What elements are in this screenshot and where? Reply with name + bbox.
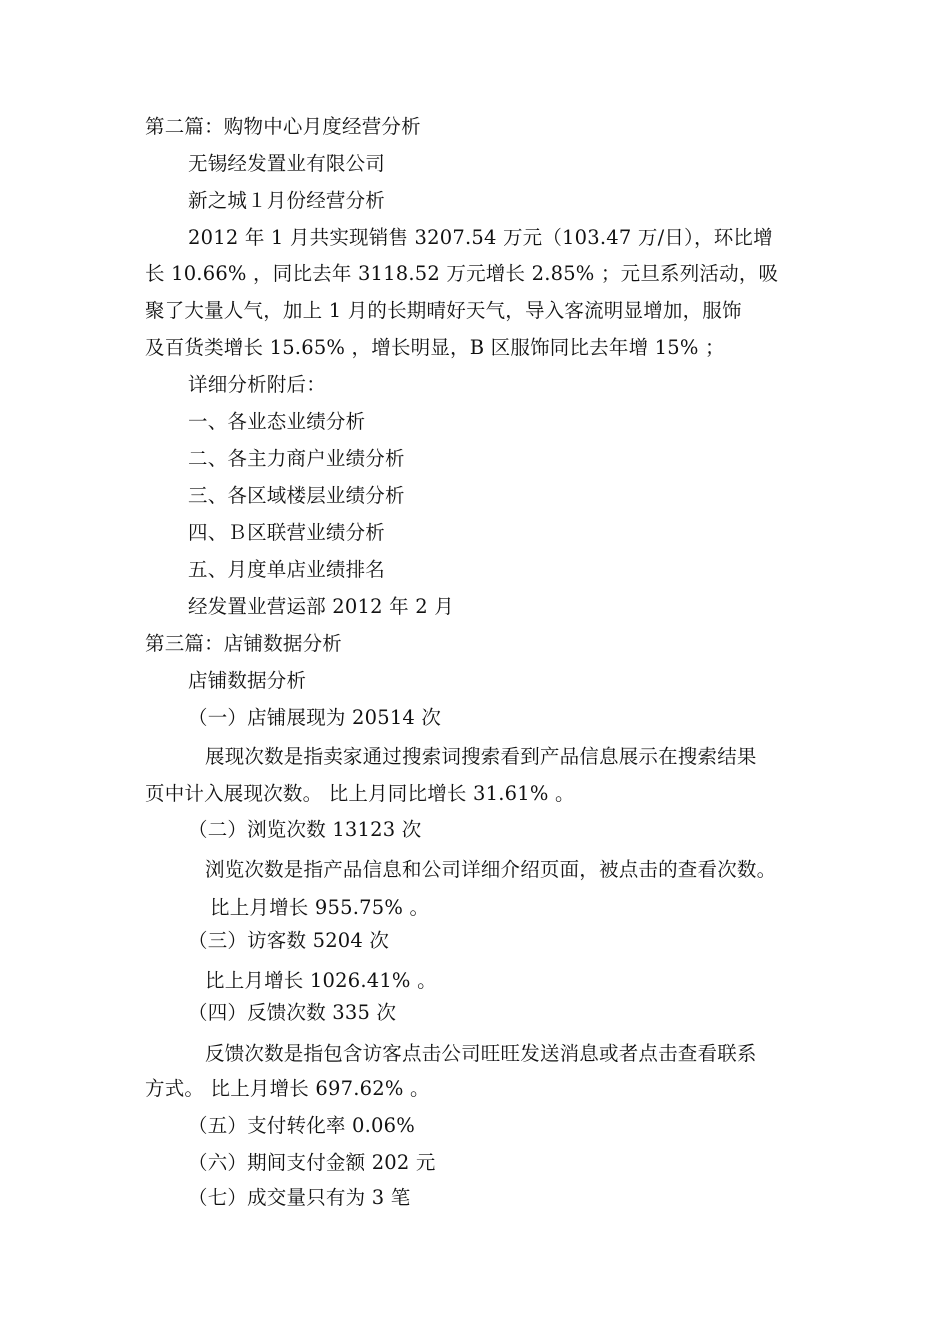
body-line: 比上月增长 955.75% 。 (210, 896, 430, 919)
metric-heading: （三）访客数 5204 次 (188, 929, 390, 952)
body-line: 方式。 比上月增长 697.62% 。 (145, 1077, 430, 1100)
detail-heading: 详细分析附后： (188, 373, 326, 396)
body-line: 聚了大量人气，加上 1 月的长期晴好天气，导入客流明显增加，服饰 (145, 299, 742, 322)
section-title-2: 第二篇：购物中心月度经营分析 (145, 115, 421, 138)
body-line: 浏览次数是指产品信息和公司详细介绍页面，被点击的查看次数。 (205, 858, 777, 881)
metric-heading: （六）期间支付金额 202 元 (188, 1151, 436, 1174)
metric-heading: （一）店铺展现为 20514 次 (188, 706, 442, 729)
list-item: 四、Ｂ区联营业绩分析 (188, 521, 386, 544)
list-item: 三、各区域楼层业绩分析 (188, 484, 405, 507)
body-line: 2012 年 1 月共实现销售 3207.54 万元（103.47 万/日），环比增 (188, 226, 773, 249)
body-line: 及百货类增长 15.65% ，增长明显，B 区服饰同比去年增 15% ； (145, 336, 725, 359)
body-line: 比上月增长 1026.41% 。 (205, 969, 437, 992)
list-item: 二、各主力商户业绩分析 (188, 447, 405, 470)
body-line: 长 10.66% ，同比去年 3118.52 万元增长 2.85% ；元旦系列活动，吸 (145, 262, 779, 285)
report-title: 新之城１月份经营分析 (188, 189, 386, 212)
metric-heading: （四）反馈次数 335 次 (188, 1001, 397, 1024)
list-item: 五、月度单店业绩排名 (188, 558, 386, 581)
body-line: 反馈次数是指包含访客点击公司旺旺发送消息或者点击查看联系 (205, 1042, 757, 1065)
body-line: 展现次数是指卖家通过搜索词搜索看到产品信息展示在搜索结果 (205, 745, 757, 768)
metric-heading: （七）成交量只有为 3 笔 (188, 1186, 411, 1209)
section-title-3: 第三篇：店铺数据分析 (145, 632, 343, 655)
metric-heading: （二）浏览次数 13123 次 (188, 818, 422, 841)
company-name: 无锡经发置业有限公司 (188, 152, 386, 175)
subsection-title: 店铺数据分析 (188, 669, 307, 692)
metric-heading: （五）支付转化率 0.06% (188, 1114, 415, 1137)
body-line: 页中计入展现次数。 比上月同比增长 31.61% 。 (145, 782, 575, 805)
signature-line: 经发置业营运部 2012 年 2 月 (188, 595, 454, 618)
list-item: 一、各业态业绩分析 (188, 410, 366, 433)
